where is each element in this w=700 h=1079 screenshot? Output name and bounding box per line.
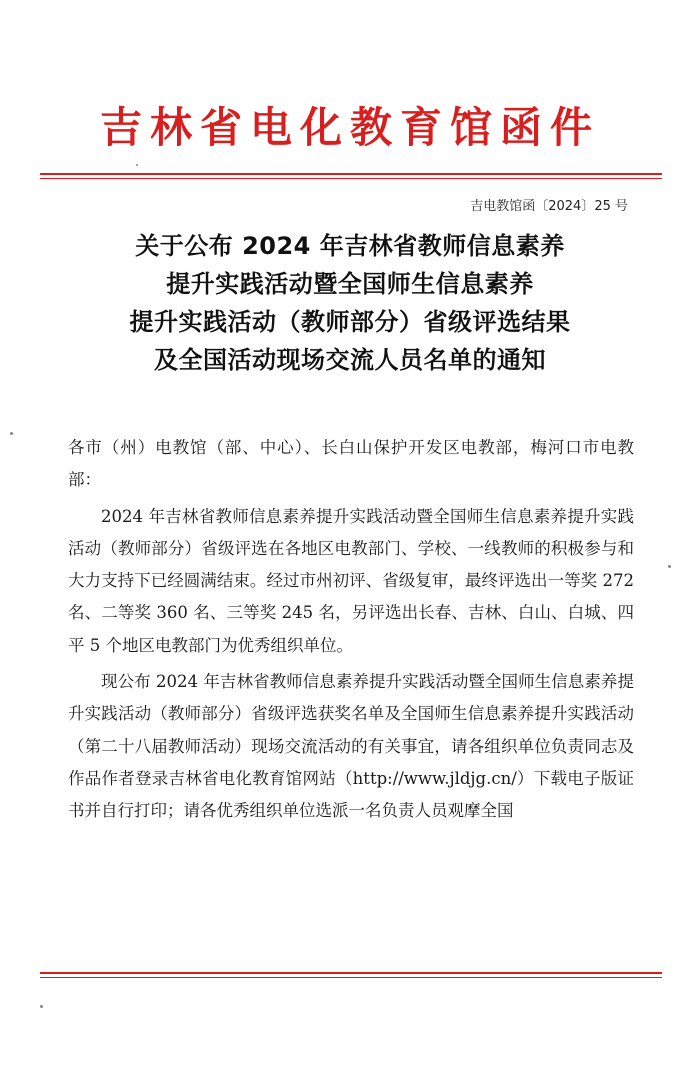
header-red-rule: [40, 173, 662, 175]
notice-title: [40, 227, 660, 379]
header-red-rule-thin: [40, 178, 662, 179]
title-line-3: 提升实践活动（教师部分）省级评选结果: [129, 308, 571, 336]
title-line-2: 提升实践活动暨全国师生信息素养: [166, 270, 534, 298]
document-number: 吉电教馆函〔2024〕25 号: [470, 199, 628, 214]
salutation: 各市（州）电教馆（部、中心）、长白山保护开发区电教部，梅河口市电教部：: [68, 438, 634, 490]
scan-speck: [136, 164, 138, 166]
title-line-1: 关于公布 2024 年吉林省教师信息素养: [135, 232, 565, 260]
footer-red-rule: [40, 972, 662, 974]
letterhead-title: 吉林省电化教育馆函件: [99, 103, 600, 152]
body-paragraph-1: 2024 年吉林省教师信息素养提升实践活动暨全国师生信息素养提升实践活动（教师部分）省级评选在各地区电教部门、学校、一线教师的积极参与和大力支持下已经圆满结束。经过市州初评、省级复审，最终评选出一等奖 272 名、二等奖 360 名、三等奖 245 名，另评选出长春、吉林、白山、白城、四平 5 个地区电教部门为优秀组织单位。: [68, 506, 634, 655]
scan-speck: [40, 1005, 43, 1008]
notice-body: [68, 432, 634, 828]
body-paragraph-2: 现公布 2024 年吉林省教师信息素养提升实践活动暨全国师生信息素养提升实践活动（教师部分）省级评选获奖名单及全国师生信息素养提升实践活动（第二十八届教师活动）现场交流活动的有关事宜，请各组织单位负责同志及作品作者登录吉林省电化教育馆网站（http://www.jldjg.cn/）下载电子版证书并自行打印；请各优秀组织单位选派一名负责人员观摩全国: [68, 672, 634, 821]
scan-speck: [668, 565, 671, 568]
footer-red-rule-thin: [40, 977, 662, 978]
scan-speck: [10, 432, 13, 435]
title-line-4: 及全国活动现场交流人员名单的通知: [154, 346, 546, 374]
